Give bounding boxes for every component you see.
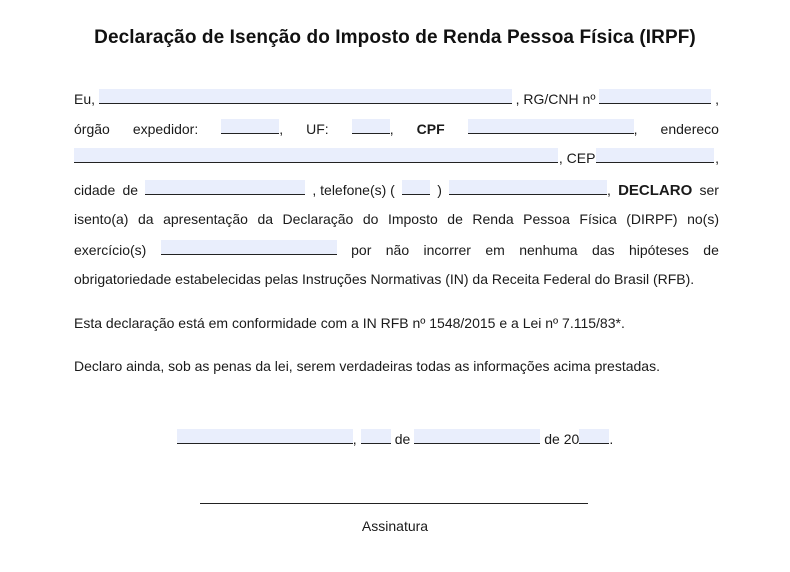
word: da [257, 211, 274, 227]
word: Renda [472, 211, 514, 227]
line-name-rg [74, 89, 719, 108]
word: no(s) [687, 211, 719, 227]
word: incorrer [423, 242, 471, 258]
year-field[interactable] [579, 429, 609, 444]
line-cidade-telefone [74, 180, 719, 200]
comma: , [633, 121, 638, 137]
word: não [385, 242, 410, 258]
label-rg-cnh: , RG/CNH nº [515, 91, 596, 107]
uf-field[interactable] [352, 119, 390, 134]
word: apresentação [163, 211, 248, 227]
name-field[interactable] [99, 89, 512, 104]
label-endereco: endereco [660, 121, 719, 137]
label-declaro: DECLARO [618, 182, 693, 199]
word: da [137, 211, 154, 227]
signature-label: Assinatura [361, 518, 429, 534]
label-exercicio: exercício(s) [74, 242, 147, 258]
comma: , [607, 182, 611, 198]
line-obrigatoriedade: obrigatoriedade estabelecidas pelas Instruções Normativas (IN) da Receita Federal do Brasil (RFB). [74, 271, 695, 287]
label-de: de [122, 182, 139, 198]
declaro-ainda-paragraph: Declaro ainda, sob as penas da lei, serem verdadeiras todas as informações acima prestadas. [74, 358, 660, 374]
word: das [592, 242, 615, 258]
label-eu: Eu, [74, 91, 96, 107]
label-cep: , CEP [558, 150, 596, 166]
line-isento [74, 210, 719, 228]
rg-cnh-field[interactable] [599, 89, 711, 104]
date-line [0, 429, 790, 447]
line-exercicio [74, 240, 719, 259]
line3-end: , [715, 150, 719, 166]
label-de: de [394, 431, 411, 447]
word: Física [579, 211, 617, 227]
word: de [447, 211, 463, 227]
conformidade-paragraph: Esta declaração está em conformidade com a IN RFB nº 1548/2015 e a Lei nº 7.115/83*. [74, 315, 625, 331]
endereco-field[interactable] [74, 148, 558, 163]
word: (DIRPF) [626, 211, 678, 227]
cidade-field[interactable] [145, 180, 305, 195]
word: Pessoa [523, 211, 570, 227]
period: . [609, 431, 614, 447]
word: Imposto [387, 211, 438, 227]
label-expedidor: expedidor: [132, 121, 199, 137]
signature-line[interactable] [200, 503, 588, 504]
line-endereco-cep [74, 148, 719, 167]
word: hipóteses [628, 242, 689, 258]
orgao-expedidor-field[interactable] [221, 119, 279, 134]
label-cidade: cidade [74, 182, 116, 198]
word: por [351, 242, 372, 258]
line1-end: , [715, 91, 719, 107]
ddd-field[interactable] [402, 180, 430, 195]
day-field[interactable] [361, 429, 391, 444]
word: de [703, 242, 719, 258]
comma: , [389, 121, 394, 137]
comma: , [352, 431, 357, 447]
label-uf: UF: [306, 121, 329, 137]
close-paren: ) [437, 182, 442, 198]
line-orgao-uf-cpf [74, 119, 719, 138]
local-field[interactable] [177, 429, 353, 444]
month-field[interactable] [414, 429, 540, 444]
label-ser: ser [699, 182, 719, 198]
label-cpf: CPF [416, 121, 445, 137]
telefone-field[interactable] [449, 180, 607, 195]
word: Declaração [282, 211, 354, 227]
label-de-20: de 20 [544, 431, 580, 447]
cep-field[interactable] [596, 148, 714, 163]
label-telefone: , telefone(s) ( [312, 182, 395, 198]
label-orgao: órgão [74, 121, 110, 137]
word: isento(a) [74, 211, 129, 227]
comma: , [279, 121, 284, 137]
word: do [362, 211, 379, 227]
exercicio-field[interactable] [161, 240, 337, 255]
document-title: Declaração de Isenção do Imposto de Renda Pessoa Física (IRPF) [94, 27, 696, 48]
word: nenhuma [519, 242, 578, 258]
cpf-field[interactable] [468, 119, 634, 134]
word: em [485, 242, 505, 258]
